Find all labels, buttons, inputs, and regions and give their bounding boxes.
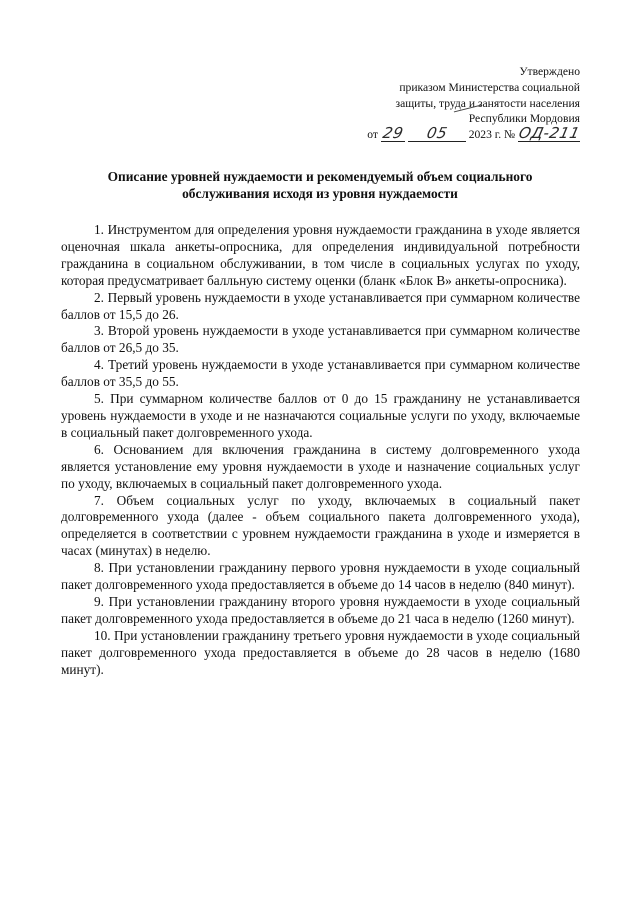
approval-line-republic: Республики Мордовия (468, 112, 580, 126)
paragraph-4: 4. Третий уровень нуждаемости в уходе устанавливается при суммарном количестве баллов от 35,5 до 55. (61, 357, 580, 390)
approval-line-department: защиты, труда и занятости населения (395, 96, 580, 110)
title-line-2: обслуживания исходя из уровня нуждаемости (182, 186, 458, 201)
paragraph-9: 9. При установлении гражданину второго уровня нуждаемости в уходе социальный пакет долговременного ухода предоставляется в объеме до 21 часа в неделю (1260 минут). (61, 593, 580, 626)
paragraph-5: 5. При суммарном количестве баллов от 0 до 15 гражданину не устанавливается уровень нуждаемости в уходе и не назначаются социальные услуги по уходу, включаемые в социальный пакет долговременного ухода. (61, 391, 580, 440)
paragraph-10: 10. При установлении гражданину третьего уровня нуждаемости в уходе социальный пакет долговременного ухода предоставляется в объеме до 28 часов в неделю (1680 минут). (61, 627, 580, 677)
approval-heading: Утверждено (519, 65, 580, 78)
paragraph-3: 3. Второй уровень нуждаемости в уходе устанавливается при суммарном количестве баллов от 26,5 до 35. (61, 323, 580, 356)
document-body (61, 222, 580, 678)
order-number-field (516, 124, 582, 143)
handwritten-order-number: ОД-211 (516, 124, 582, 143)
year-and-number-label: 2023 г. № (468, 128, 516, 142)
approval-line-ministry: приказом Министерства социальной (399, 80, 580, 94)
date-month-field (408, 124, 466, 143)
document-title (60, 168, 580, 202)
paragraph-7: 7. Объем социальных услуг по уходу, включаемых в социальный пакет долговременного ухода (далее - объем социального пакета долговременного ухода), определяется в соответствии с уровнем нуждаемости гражданина в уходе и измеряется в часах (минутах) в неделю. (61, 492, 580, 559)
title-line-1: Описание уровней нуждаемости и рекомендуемый объем социального (107, 169, 533, 184)
paragraph-8: 8. При установлении гражданину первого уровня нуждаемости в уходе социальный пакет долговременного ухода предоставляется в объеме до 14 часов в неделю (840 минут). (61, 560, 580, 593)
approval-block (320, 64, 580, 143)
approval-date-line (367, 124, 582, 143)
date-day-field (381, 124, 405, 143)
paragraph-1: 1. Инструментом для определения уровня нуждаемости гражданина в уходе является оценочная шкала анкеты-опросника, для определения индивидуальной потребности гражданина в социальном обслуживании, в том числе в социальных услугах по уходу, которая предусматривает балльную систему оценки (бланк «Блок В» анкеты-опросника). (61, 222, 580, 288)
date-prefix: от (367, 128, 378, 142)
handwritten-month: 05 (424, 124, 449, 143)
paragraph-2: 2. Первый уровень нуждаемости в уходе устанавливается при суммарном количестве баллов от 15,5 до 26. (61, 289, 580, 322)
paragraph-6: 6. Основанием для включения гражданина в систему долговременного ухода является установление ему уровня нуждаемости в уходе и назначение социальных услуг по уходу, включаемых в социальный пакет долговременного ухода. (61, 441, 580, 491)
handwritten-day: 29 (381, 124, 405, 143)
